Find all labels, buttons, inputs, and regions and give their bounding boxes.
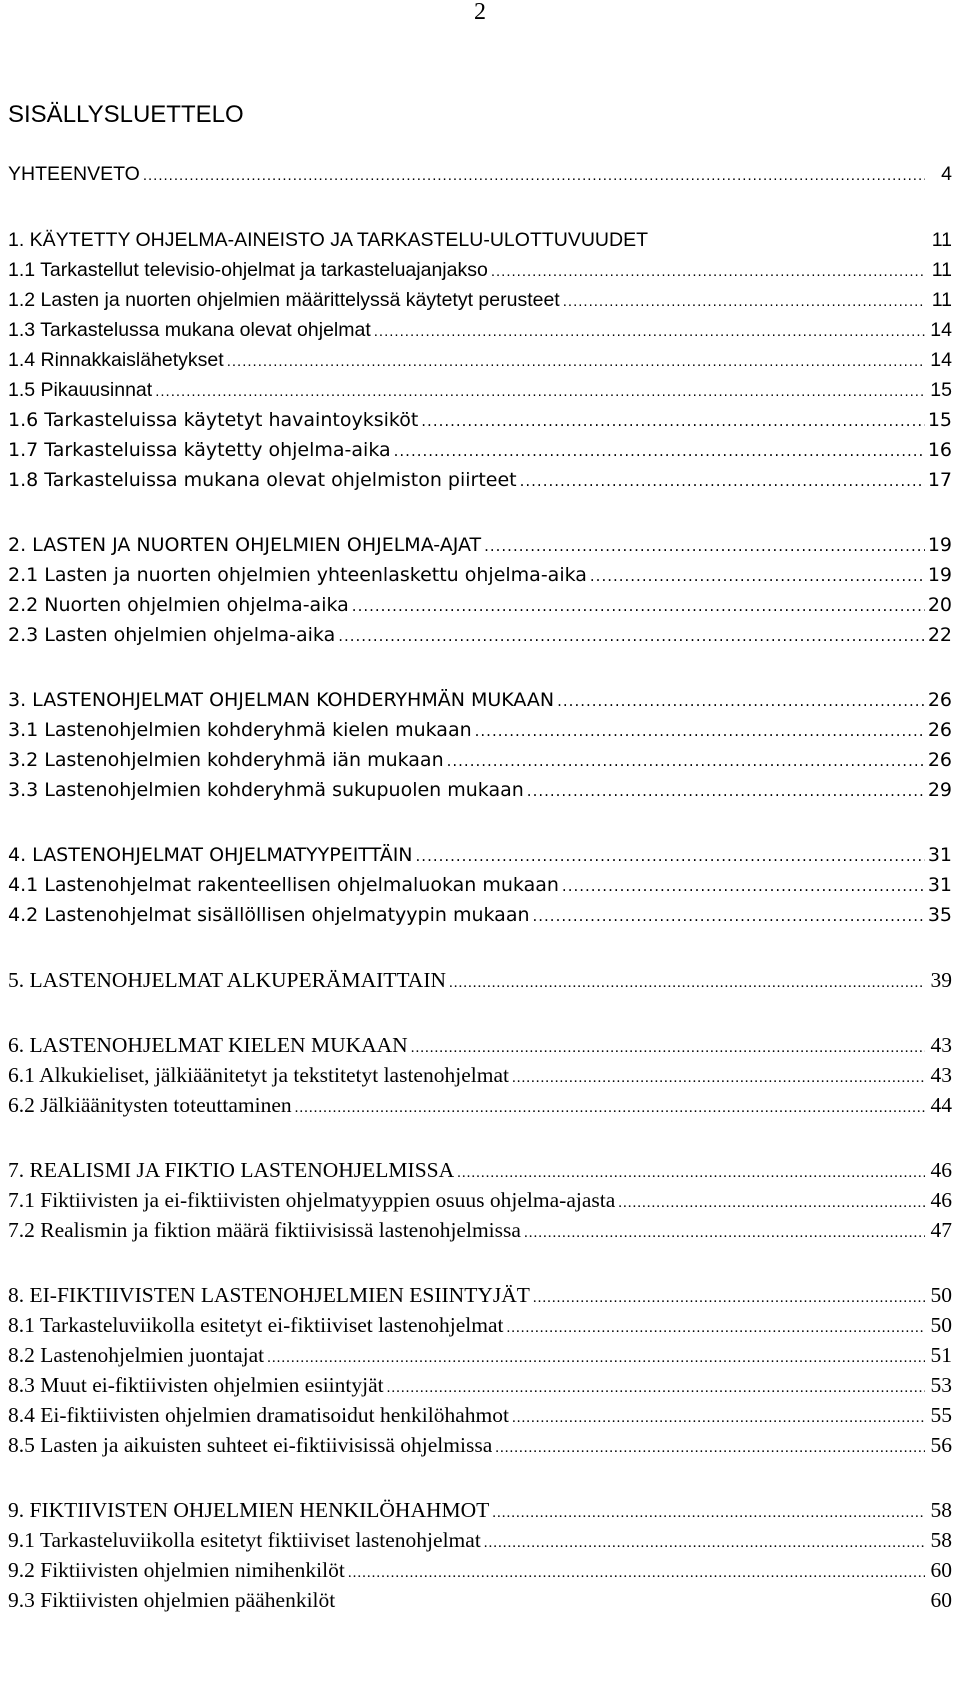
- toc-entry-page: 19: [927, 564, 952, 586]
- toc-entry-page: 55: [930, 1403, 952, 1427]
- toc-entry-page: 26: [927, 719, 952, 741]
- toc-entry-page: 15: [927, 409, 952, 431]
- toc-leader-dots: [557, 689, 925, 713]
- toc-entry-label: 8.2 Lastenohjelmien juontajat: [8, 1343, 265, 1367]
- toc-entry-page: 11: [931, 229, 952, 251]
- toc-entry-label: 7.1 Fiktiivisten ja ei-fiktiivisten ohjelmatyyppien osuus ohjelma-ajasta: [8, 1188, 616, 1212]
- toc-leader-dots: [155, 380, 925, 404]
- toc-entry-page: 53: [930, 1373, 952, 1397]
- toc-entry: [8, 688, 952, 713]
- toc-entry-label: 7.2 Realismin ja fiktion määrä fiktiivisissä lastenohjelmissa: [8, 1218, 521, 1242]
- toc-entry: [8, 162, 952, 188]
- toc-leader-dots: [492, 1501, 925, 1525]
- toc-entry-page: 17: [927, 469, 952, 491]
- toc-leader-dots: [506, 1316, 925, 1340]
- toc-entry-label: 9.1 Tarkasteluviikolla esitetyt fiktiiviset lastenohjelmat: [8, 1528, 481, 1552]
- toc-entry-label: 3. LASTENOHJELMAT OHJELMAN KOHDERYHMÄN MUKAAN: [8, 689, 555, 711]
- toc-entry-page: 4: [941, 163, 952, 185]
- toc-entry-page: 50: [930, 1313, 952, 1337]
- toc-entry: [8, 1558, 952, 1585]
- toc-entry-page: 35: [927, 904, 952, 926]
- toc-entry-label: 4.2 Lastenohjelmat sisällöllisen ohjelmatyypin mukaan: [8, 904, 530, 926]
- toc-leader-dots: [338, 624, 925, 648]
- toc-entry-label: 6.1 Alkukieliset, jälkiäänitetyt ja tekstitetyt lastenohjelmat: [8, 1063, 509, 1087]
- toc-leader-dots: [394, 439, 925, 463]
- toc-entry-page: 51: [930, 1343, 952, 1367]
- toc-entry: [8, 1373, 952, 1400]
- toc-entry-label: 9. FIKTIIVISTEN OHJELMIEN HENKILÖHAHMOT: [8, 1498, 490, 1522]
- toc-entry-page: 11: [931, 289, 952, 311]
- toc-leader-dots: [449, 971, 925, 995]
- toc-entry: [8, 438, 952, 463]
- toc-entry: [8, 968, 952, 995]
- toc-entry-label: 6.2 Jälkiäänitysten toteuttaminen: [8, 1093, 292, 1117]
- toc-entry-label: 8.1 Tarkasteluviikolla esitetyt ei-fiktiiviset lastenohjelmat: [8, 1313, 504, 1337]
- toc-entry: [8, 533, 952, 558]
- toc-leader-dots: [348, 1561, 925, 1585]
- toc-entry-label: 8.3 Muut ei-fiktiivisten ohjelmien esiintyjät: [8, 1373, 384, 1397]
- toc-leader-dots: [491, 260, 925, 284]
- toc-entry: [8, 228, 952, 252]
- toc-entry-label: 1.1 Tarkastellut televisio-ohjelmat ja tarkasteluajanjakso: [8, 259, 488, 281]
- toc-entry-page: 43: [930, 1063, 952, 1087]
- toc-leader-dots: [533, 904, 925, 928]
- toc-entry-page: 39: [930, 968, 952, 992]
- toc-entry-page: 46: [930, 1158, 952, 1182]
- toc-entry-page: 20: [927, 594, 952, 616]
- toc-entry-page: 31: [927, 844, 952, 866]
- toc-entry: [8, 348, 952, 374]
- toc-entry: [8, 1188, 952, 1215]
- toc-entry-page: 22: [927, 624, 952, 646]
- toc-entry: [8, 258, 952, 284]
- toc-entry-page: 43: [930, 1033, 952, 1057]
- toc-entry: [8, 778, 952, 803]
- toc-entry-label: 1.4 Rinnakkaislähetykset: [8, 349, 224, 371]
- toc-entry: [8, 1313, 952, 1340]
- toc-entry-label: 4.1 Lastenohjelmat rakenteellisen ohjelmaluokan mukaan: [8, 874, 559, 896]
- toc-entry-label: 2.2 Nuorten ohjelmien ohjelma-aika: [8, 594, 349, 616]
- toc-entry-label: 1.6 Tarkasteluissa käytetyt havaintoyksiköt: [8, 409, 419, 431]
- toc-leader-dots: [527, 779, 925, 803]
- toc-leader-dots: [495, 1436, 925, 1460]
- toc-entry-label: 5. LASTENOHJELMAT ALKUPERÄMAITTAIN: [8, 968, 447, 992]
- toc-entry-page: 50: [930, 1283, 952, 1307]
- toc-entry-page: 26: [927, 689, 952, 711]
- toc-entry-label: 3.2 Lastenohjelmien kohderyhmä iän mukaan: [8, 749, 444, 771]
- toc-leader-dots: [416, 844, 925, 868]
- toc-entry: [8, 1528, 952, 1555]
- toc-entry: [8, 1343, 952, 1370]
- toc-entry-page: 31: [927, 874, 952, 896]
- toc-entry-label: 9.2 Fiktiivisten ohjelmien nimihenkilöt: [8, 1558, 345, 1582]
- toc-leader-dots: [227, 350, 925, 374]
- toc-leader-dots: [562, 874, 925, 898]
- toc-leader-dots: [387, 1376, 925, 1400]
- toc-entry: [8, 903, 952, 928]
- toc-entry-page: 19: [927, 534, 952, 556]
- toc-entry-label: 8. EI-FIKTIIVISTEN LASTENOHJELMIEN ESIINTYJÄT: [8, 1283, 530, 1307]
- toc-entry-label: 2.3 Lasten ohjelmien ohjelma-aika: [8, 624, 336, 646]
- toc-leader-dots: [512, 1406, 925, 1430]
- toc-entry-page: 60: [930, 1588, 952, 1612]
- toc-leader-dots: [411, 1036, 925, 1060]
- toc-leader-dots: [352, 594, 925, 618]
- toc-entry-label: 9.3 Fiktiivisten ohjelmien päähenkilöt: [8, 1588, 336, 1612]
- toc-entry: [8, 1033, 952, 1060]
- toc-entry-page: 14: [930, 319, 952, 341]
- toc-entry-label: 4. LASTENOHJELMAT OHJELMATYYPEITTÄIN: [8, 844, 413, 866]
- toc-entry: [8, 1218, 952, 1245]
- toc-leader-dots: [374, 320, 925, 344]
- toc-entry-page: 11: [931, 259, 952, 281]
- toc-entry-page: 46: [930, 1188, 952, 1212]
- toc-entry-label: 1.5 Pikauusinnat: [8, 379, 153, 401]
- toc-leader-dots: [447, 749, 925, 773]
- toc-entry: [8, 593, 952, 618]
- toc-leader-dots: [457, 1161, 925, 1185]
- toc-entry: [8, 1283, 952, 1310]
- toc-entry-page: 58: [930, 1528, 952, 1552]
- toc-entry-label: 1.7 Tarkasteluissa käytetty ohjelma-aika: [8, 439, 391, 461]
- toc-leader-dots: [520, 469, 925, 493]
- toc-entry-label: 1.2 Lasten ja nuorten ohjelmien määrittelyssä käytetyt perusteet: [8, 289, 560, 311]
- toc-entry-page: 15: [930, 379, 952, 401]
- toc-entry-label: 8.5 Lasten ja aikuisten suhteet ei-fiktiivisissä ohjelmissa: [8, 1433, 493, 1457]
- toc-entry: [8, 1498, 952, 1525]
- toc-entry-page: 16: [927, 439, 952, 461]
- toc-entry: [8, 1403, 952, 1430]
- toc-entry-page: 47: [930, 1218, 952, 1242]
- toc-entry: [8, 623, 952, 648]
- toc-entry: [8, 718, 952, 743]
- toc-entry-label: 6. LASTENOHJELMAT KIELEN MUKAAN: [8, 1033, 408, 1057]
- toc-leader-dots: [484, 534, 925, 558]
- toc-entry-page: 26: [927, 749, 952, 771]
- toc-entry-page: 60: [930, 1558, 952, 1582]
- toc-entry: [8, 288, 952, 314]
- toc-leader-dots: [512, 1066, 925, 1090]
- toc-entry-label: 7. REALISMI JA FIKTIO LASTENOHJELMISSA: [8, 1158, 455, 1182]
- toc-entry: [8, 563, 952, 588]
- toc-entry-label: 2. LASTEN JA NUORTEN OHJELMIEN OHJELMA-AJAT: [8, 534, 482, 556]
- toc-entry-label: 2.1 Lasten ja nuorten ohjelmien yhteenlaskettu ohjelma-aika: [8, 564, 587, 586]
- toc-entry-page: 58: [930, 1498, 952, 1522]
- toc-leader-dots: [484, 1531, 925, 1555]
- toc-entry-page: 56: [930, 1433, 952, 1457]
- toc-entry: [8, 1158, 952, 1185]
- toc-entry: [8, 843, 952, 868]
- toc-entry: [8, 378, 952, 404]
- toc-entry-label: 1.8 Tarkasteluissa mukana olevat ohjelmiston piirteet: [8, 469, 517, 491]
- toc-entry-label: 1. KÄYTETTY OHJELMA-AINEISTO JA TARKASTELU-ULOTTUVUUDET: [8, 229, 649, 251]
- toc-entry: [8, 1093, 952, 1120]
- toc-leader-dots: [524, 1221, 925, 1245]
- toc-entry-label: 1.3 Tarkastelussa mukana olevat ohjelmat: [8, 319, 371, 341]
- toc-entry-label: 3.3 Lastenohjelmien kohderyhmä sukupuolen mukaan: [8, 779, 524, 801]
- toc-leader-dots: [618, 1191, 925, 1215]
- toc-entry: [8, 1433, 952, 1460]
- toc-entry: [8, 468, 952, 493]
- toc-leader-dots: [143, 164, 925, 188]
- toc-entry: [8, 748, 952, 773]
- toc-leader-dots: [475, 719, 925, 743]
- toc-entry-page: 44: [930, 1093, 952, 1117]
- toc-entry-label: 8.4 Ei-fiktiivisten ohjelmien dramatisoidut henkilöhahmot: [8, 1403, 509, 1427]
- toc-entry: [8, 408, 952, 433]
- toc-entry-page: 29: [927, 779, 952, 801]
- toc-entry-label: 3.1 Lastenohjelmien kohderyhmä kielen mukaan: [8, 719, 472, 741]
- toc-leader-dots: [563, 290, 925, 314]
- toc-leader-dots: [267, 1346, 925, 1370]
- page-number: 2: [474, 0, 486, 25]
- toc-title: SISÄLLYSLUETTELO: [8, 101, 244, 128]
- toc-entry: [8, 873, 952, 898]
- toc-leader-dots: [295, 1096, 925, 1120]
- toc-entry: [8, 1063, 952, 1090]
- toc-entry: [8, 1588, 952, 1612]
- toc-leader-dots: [533, 1286, 925, 1310]
- toc-entry-label: YHTEENVETO: [8, 163, 140, 185]
- toc-entry: [8, 318, 952, 344]
- toc-entry-page: 14: [930, 349, 952, 371]
- toc-leader-dots: [421, 409, 925, 433]
- toc-leader-dots: [590, 564, 925, 588]
